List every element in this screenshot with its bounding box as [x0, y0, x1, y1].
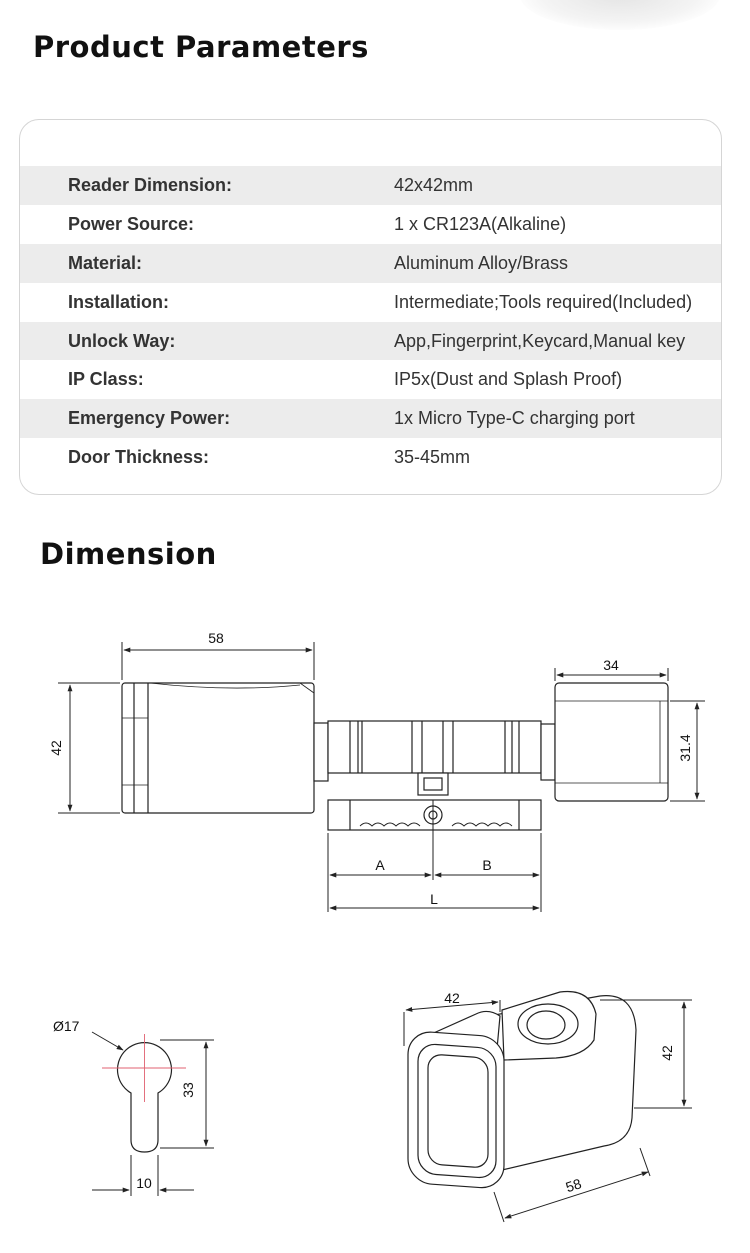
- side-height-label: 42: [48, 740, 64, 756]
- profile-diameter-label: Ø17: [53, 1018, 80, 1034]
- row-label: IP Class:: [68, 369, 144, 390]
- row-value: 42x42mm: [394, 175, 474, 195]
- row-label: Material:: [68, 252, 143, 273]
- dim-l-label: L: [430, 891, 438, 907]
- side-width-label: 58: [208, 630, 224, 646]
- row-label: Door Thickness:: [68, 447, 210, 468]
- dim-a-label: A: [375, 857, 385, 873]
- knob-height-label: 31.4: [677, 734, 693, 762]
- side-view-drawing: [122, 683, 668, 830]
- row-value: App,Fingerprint,Keycard,Manual key: [394, 330, 686, 351]
- row-value: IP5x(Dust and Splash Proof): [394, 369, 623, 390]
- row-label: Power Source:: [68, 213, 195, 234]
- row-value: 1 x CR123A(Alkaline): [394, 213, 567, 234]
- iso-top-label: 42: [444, 990, 460, 1006]
- row-label: Unlock Way:: [68, 330, 176, 351]
- row-value: Aluminum Alloy/Brass: [394, 252, 569, 273]
- dim-b-label: B: [482, 857, 492, 873]
- row-label: Emergency Power:: [68, 408, 231, 429]
- iso-length-label: 58: [563, 1175, 584, 1196]
- row-value: 35-45mm: [394, 447, 471, 468]
- profile-height-label: 33: [180, 1082, 196, 1098]
- iso-reader-drawing: [408, 991, 636, 1189]
- profile-width-label: 10: [136, 1175, 152, 1191]
- row-value: Intermediate;Tools required(Included): [394, 291, 693, 312]
- row-label: Installation:: [68, 291, 170, 312]
- section-title-parameters: Product Parameters: [33, 30, 369, 64]
- section-title-dimension: Dimension: [40, 537, 217, 571]
- iso-side-label: 42: [659, 1045, 675, 1061]
- row-value: 1x Micro Type-C charging port: [394, 408, 635, 429]
- knob-width-label: 34: [603, 657, 619, 673]
- row-label: Reader Dimension:: [68, 175, 233, 195]
